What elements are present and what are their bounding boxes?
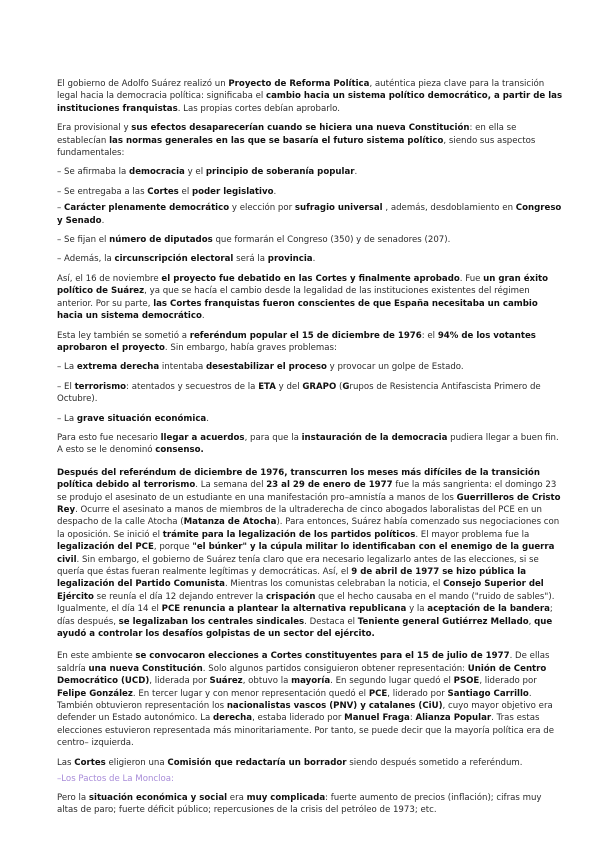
para-referendum — [57, 330, 563, 355]
bold-text: Matanza de Atocha — [183, 517, 277, 528]
text-run: Las — [57, 757, 75, 768]
bullet-extrema-derecha — [57, 361, 563, 373]
text-run: . Fue — [459, 273, 484, 284]
para-elecciones — [57, 650, 563, 749]
bold-text: Felipe González — [57, 688, 133, 699]
bold-text: "el búnker" y la cúpula militar lo identificaban con el enemigo de la guerra civil — [57, 542, 555, 565]
bold-text: ETA — [258, 381, 276, 392]
text-run: – La — [57, 362, 77, 373]
bold-text: Teniente general Gutiérrez Mellado — [357, 616, 529, 627]
bold-text: Santiago Carrillo — [447, 688, 529, 699]
bold-text: Después del referéndum de diciembre de 1976, transcurren los meses más difíciles de la transición política debido al terrorismo — [57, 467, 540, 491]
text-run: . Destaca el — [304, 616, 358, 627]
text-run: , además, desdoblamiento en — [382, 203, 516, 214]
text-run: – — [57, 203, 65, 214]
text-run: : atentados y secuestros de la — [126, 381, 259, 392]
text-run: , liderado por — [479, 676, 537, 687]
bold-text: una nueva Constitución — [88, 663, 203, 674]
text-run: Así, el 16 de noviembre — [57, 273, 162, 284]
text-run: – Se afirmaba la — [57, 167, 130, 178]
text-run: . Mientras los comunistas celebraban la noticia, el — [224, 579, 444, 590]
bold-text: Congreso y Senado — [57, 203, 562, 226]
bold-text: las normas generales en las que se basaría el futuro sistema político — [109, 135, 444, 146]
text-run: , siendo sus aspectos fundamentales: — [57, 135, 536, 159]
text-run: ; días después, — [57, 604, 553, 627]
text-run: – Se entregaba a las — [57, 186, 148, 197]
bold-text: 9 de abril de 1977 se hizo pública la legalización del Partido Comunista — [57, 567, 527, 590]
bold-text: sufragio universal — [294, 203, 383, 214]
text-run: que el hecho causaba en el mando ("ruido de sables"). Igualmente, el día 14 el — [57, 591, 555, 615]
para-cortes-comision — [57, 757, 563, 769]
text-run: . — [273, 186, 277, 197]
text-run: , auténtica pieza clave para la transición legal hacia la democracia política: significaba el — [57, 79, 545, 102]
bold-text: terrorismo — [74, 381, 127, 392]
text-run: . Sin embargo, había graves problemas: — [164, 342, 337, 353]
bold-text: llegar a acuerdos — [160, 432, 245, 443]
text-run: . — [354, 167, 358, 178]
bullet-terrorismo — [57, 381, 563, 406]
para-moncloa — [57, 792, 563, 817]
bold-text: se convocaron elecciones a Cortes constituyentes para el 15 de julio de 1977 — [135, 651, 510, 662]
bold-text: que ayudó a controlar los desafíos golpistas de un sector del ejército. — [57, 616, 553, 640]
text-run: Pero la — [57, 792, 89, 803]
text-run: . Las propias cortes debían aprobarlo. — [177, 103, 341, 114]
bold-text: 23 al 29 de enero de 1977 — [266, 480, 393, 491]
bold-text: PCE renuncia a plantear la alternativa republicana — [161, 604, 407, 615]
bold-text: G — [342, 381, 350, 392]
text-run: : en ella se establecían — [57, 123, 517, 146]
bold-text: derecha — [213, 713, 253, 724]
text-run: . La semana del — [195, 480, 267, 491]
bold-text: 94% de los votantes aprobaron el proyecto — [57, 330, 536, 353]
text-run: siendo después sometido a referéndum. — [346, 757, 523, 768]
text-run: – Además, la — [57, 254, 115, 265]
text-run: rupos de Resistencia Antifascista Primero de Octubre). — [57, 381, 541, 405]
bold-text: Proyecto de Reforma Política — [228, 79, 370, 89]
text-run: En este ambiente — [57, 651, 136, 662]
para-reforma — [57, 78, 563, 115]
bold-text: GRAPO — [302, 381, 337, 392]
bold-text: principio de soberanía popular — [205, 167, 355, 178]
bullet-circunscripcion — [57, 253, 563, 265]
text-run: , estaba liderado por — [252, 713, 345, 724]
bold-text: Guerrilleros de Cristo Rey — [57, 492, 561, 515]
para-acuerdos — [57, 432, 563, 457]
bold-text: PSOE — [453, 676, 480, 687]
bullet-cortes — [57, 186, 563, 198]
para-noviembre — [57, 273, 563, 323]
bold-text: grave situación económica — [76, 413, 207, 424]
text-run: . En tercer lugar y con menor representación quedó el — [132, 688, 369, 699]
text-run: – Se fijan el — [57, 235, 110, 246]
final-paragraph-container — [57, 792, 563, 817]
text-run: fue la más sangrienta: el domingo 23 se produjo el asesinato de un estudiante en una manifestación pro–amnistía a manos de los — [57, 480, 557, 503]
bold-text: crispación — [266, 591, 316, 602]
bold-text: un gran éxito político de Suárez — [57, 273, 549, 297]
bold-text: mayoría — [291, 676, 331, 687]
para-despues-referendum — [57, 467, 563, 641]
text-run: intentaba — [159, 362, 206, 373]
bullet-caracter — [57, 202, 563, 227]
text-run: . — [206, 413, 209, 424]
bold-text: referéndum popular el 15 de diciembre de 1976 — [189, 330, 422, 341]
bold-text: aceptación de la bandera — [427, 604, 550, 615]
text-run: . Tras estas elecciones estuvieron representada más minoritariamente. Por tanto, se puede decir que la mayoría política era de centro– izquierda. — [57, 713, 555, 749]
bold-text: situación económica y social — [88, 792, 228, 803]
bold-text: circunscripción electoral — [114, 254, 234, 265]
text-run: Para esto fue necesario — [57, 432, 161, 443]
bold-text: Cortes — [147, 186, 179, 197]
paragraph-list — [57, 78, 563, 769]
text-run: el — [178, 186, 192, 197]
text-run: que formarán el Congreso (350) y de senadores (207). — [212, 235, 451, 246]
bold-text: muy complicada — [246, 792, 326, 803]
text-run: , cuyo mayor objetivo era defender un Estado autonómico. La — [57, 701, 553, 724]
text-run: . Solo algunos partidos consiguieron obtener representación: — [202, 663, 468, 674]
para-provisional — [57, 122, 563, 159]
text-run: , porque — [153, 542, 193, 553]
bold-text: nacionalistas vascos (PNV) y catalanes (CiU) — [226, 701, 443, 712]
text-run: . — [201, 311, 205, 322]
text-run: y el — [184, 167, 206, 178]
bold-text: Unión de Centro Democrático (UCD) — [57, 663, 547, 687]
text-run: . Sin embargo, el gobierno de Suárez tenía claro que era necesario legalizarlo antes de las elecciones, si se quería que éstas fueran realmente legítimas y democráticas. Así, el — [57, 554, 539, 577]
text-run: : — [409, 713, 416, 724]
text-run: y del — [275, 381, 303, 392]
document-body — [57, 78, 563, 823]
text-run: Esta ley también se sometió a — [57, 330, 190, 341]
text-run: , — [528, 616, 535, 627]
text-run: ). Para entonces, Suárez había comenzado sus negociaciones con la oposición. Se inició el — [57, 517, 560, 540]
bold-text: legalización del PCE — [57, 542, 154, 553]
bullet-diputados — [57, 234, 563, 246]
bold-text: Comisión que redactaría un borrador — [167, 757, 347, 768]
text-run: . En segundo lugar quedó el — [330, 676, 454, 687]
text-run: será la — [233, 254, 268, 265]
bold-text: Consejo Superior del Ejército — [57, 579, 544, 602]
bold-text: el proyecto fue debatido en las Cortes y finalmente aprobado — [161, 273, 460, 284]
bold-text: las Cortes franquistas fueron conscientes de que España necesitaba un cambio hacia un sistema democrático — [57, 298, 538, 322]
text-run: , liderado por — [387, 688, 448, 699]
text-run: El gobierno de Adolfo Suárez realizó un — [57, 79, 229, 89]
text-run: , obtuvo la — [242, 676, 292, 687]
bold-text: Carácter plenamente democrático — [64, 203, 230, 214]
text-run: , para que la — [244, 432, 302, 443]
text-run: – El — [57, 381, 75, 392]
bold-text: consenso. — [155, 445, 204, 456]
text-run: , ya que se hacía el cambio desde la legalidad de las instituciones existentes del régimen anterior. Por su parte, — [57, 286, 530, 309]
bold-text: sus efectos desaparecerían cuando se hiciera una nueva Constitución — [131, 123, 470, 134]
bold-text: número de diputados — [109, 235, 213, 246]
text-run: era — [227, 792, 247, 803]
bold-text: Manuel Fraga — [344, 713, 410, 724]
text-run: se reunía el día 12 dejando entrever la — [93, 591, 267, 602]
text-run: . — [312, 254, 316, 265]
bullet-democracia — [57, 166, 563, 178]
text-run: . Ocurre el asesinato a manos de miembros de la ultraderecha de cinco abogados laboralistas del PCE en un despacho de la calle Atocha ( — [57, 504, 542, 528]
bold-text: PCE — [368, 688, 388, 699]
text-run: . — [101, 215, 105, 226]
text-run: . De ellas saldría — [57, 651, 550, 674]
bold-text: Cortes — [74, 757, 106, 768]
bold-text: desestabilizar el proceso — [205, 362, 327, 373]
bold-text: instauración de la democracia — [301, 432, 448, 443]
text-run: y la — [406, 604, 428, 615]
bold-text: democracia — [129, 167, 185, 178]
bold-text: Suárez — [209, 676, 243, 687]
bold-text: provincia — [267, 254, 313, 265]
text-run: eligieron una — [105, 757, 168, 768]
bold-text: se legalizaban los centrales sindicales — [118, 616, 305, 627]
text-run: : el — [421, 330, 438, 341]
text-run: – La — [57, 413, 77, 424]
text-run: Era provisional y — [57, 123, 132, 134]
text-run: ( — [336, 381, 343, 392]
text-run: : fuerte aumento de precios (inflación); cifras muy altas de paro; fuerte déficit público; repercusiones de la crisis del petróleo de 1973; etc. — [57, 792, 542, 815]
bullet-crisis — [57, 413, 563, 425]
text-run: y provocar un golpe de Estado. — [326, 362, 464, 373]
text-run: . El mayor problema fue la — [415, 529, 530, 540]
bold-text: extrema derecha — [76, 362, 160, 373]
bold-text: Alianza Popular — [415, 713, 492, 724]
section-heading-pactos-moncloa: –Los Pactos de La Moncloa: — [57, 774, 174, 785]
text-run: , liderada por — [149, 676, 210, 687]
text-run: y elección por — [229, 203, 295, 214]
bold-text: trámite para la legalización de los partidos políticos — [162, 529, 416, 540]
bold-text: cambio hacia un sistema político democrático, a partir de las instituciones franquistas — [57, 91, 563, 114]
bold-text: poder legislativo — [191, 186, 274, 197]
text-run: . También obtuvieron representación los — [57, 688, 532, 712]
text-run: pudiera llegar a buen fin. A esto se le denominó — [57, 432, 559, 456]
